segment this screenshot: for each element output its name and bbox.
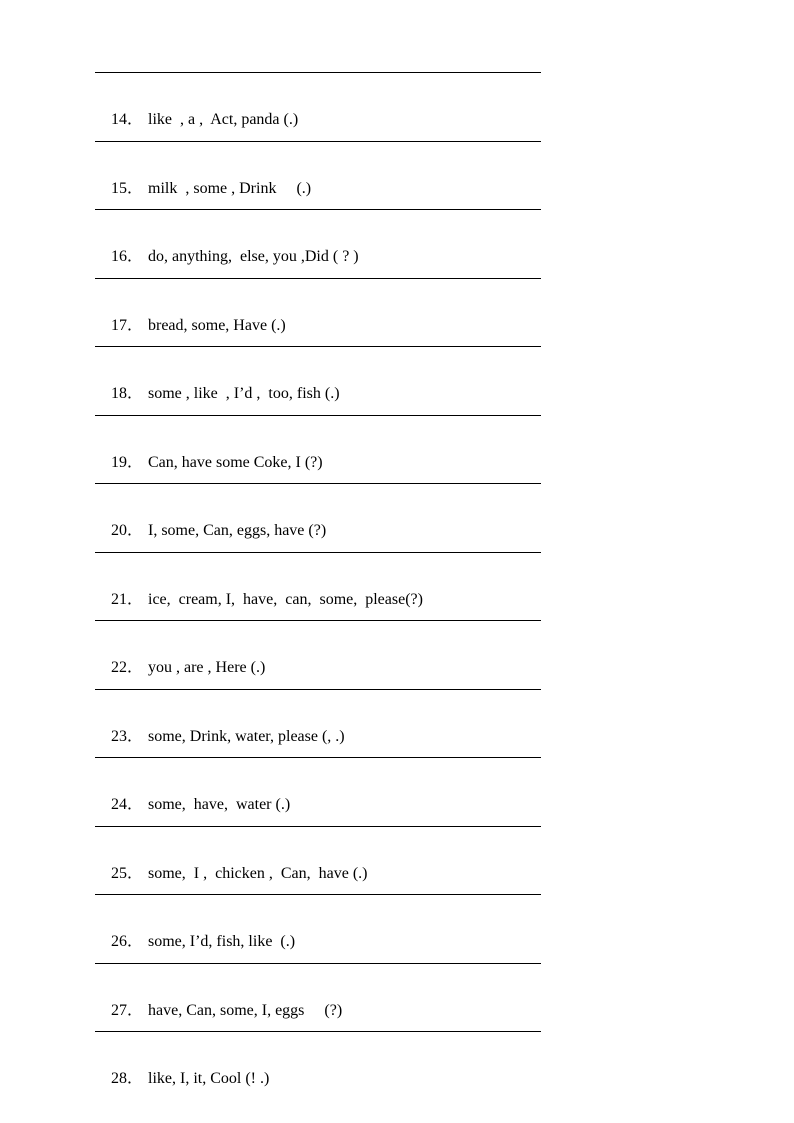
question-text: some, I , chicken , Can, have (.) [148, 865, 368, 882]
question-number: 23． [111, 728, 144, 745]
question-25 [95, 841, 368, 882]
question-text: like, I, it, Cool (! .) [148, 1070, 270, 1087]
answer-line [95, 689, 541, 690]
question-number: 14． [111, 111, 144, 128]
answer-line [95, 346, 541, 347]
question-text: Can, have some Coke, I (?) [148, 454, 323, 471]
question-15 [95, 156, 312, 197]
question-number: 25． [111, 865, 144, 882]
question-18 [95, 361, 340, 402]
question-number: 26． [111, 933, 144, 950]
question-text: I, some, Can, eggs, have (?) [148, 522, 327, 539]
answer-line [95, 141, 541, 142]
question-16 [95, 224, 359, 265]
question-17 [95, 293, 286, 334]
question-24 [95, 772, 291, 813]
question-text: like , a , Act, panda (.) [148, 111, 299, 128]
question-number: 27． [111, 1002, 144, 1019]
question-28 [95, 1046, 270, 1087]
question-number: 21． [111, 591, 144, 608]
question-number: 16． [111, 248, 144, 265]
question-21 [95, 567, 423, 608]
question-27 [95, 978, 343, 1019]
answer-line [95, 894, 541, 895]
question-number: 22． [111, 659, 144, 676]
question-number: 18． [111, 385, 144, 402]
question-text: some, have, water (.) [148, 796, 291, 813]
answer-line [95, 826, 541, 827]
answer-line [95, 757, 541, 758]
question-22 [95, 635, 266, 676]
question-number: 20． [111, 522, 144, 539]
question-text: milk , some , Drink (.) [148, 180, 312, 197]
answer-line [95, 483, 541, 484]
question-text: do, anything, else, you ,Did ( ? ) [148, 248, 359, 265]
question-14 [95, 87, 299, 128]
question-number: 24． [111, 796, 144, 813]
question-20 [95, 498, 327, 539]
question-23 [95, 704, 345, 745]
answer-line [95, 72, 541, 73]
question-19 [95, 430, 323, 471]
question-text: you , are , Here (.) [148, 659, 266, 676]
answer-line [95, 1031, 541, 1032]
question-text: some, I’d, fish, like (.) [148, 933, 296, 950]
question-text: have, Can, some, I, eggs (?) [148, 1002, 343, 1019]
question-number: 19． [111, 454, 144, 471]
answer-line [95, 278, 541, 279]
question-text: ice, cream, I, have, can, some, please(?) [148, 591, 423, 608]
answer-line [95, 963, 541, 964]
question-number: 15． [111, 180, 144, 197]
answer-line [95, 415, 541, 416]
question-number: 17． [111, 317, 144, 334]
question-text: some, Drink, water, please (, .) [148, 728, 345, 745]
question-text: bread, some, Have (.) [148, 317, 286, 334]
question-number: 28． [111, 1070, 144, 1087]
answer-line [95, 620, 541, 621]
question-text: some , like , I’d , too, fish (.) [148, 385, 340, 402]
answer-line [95, 552, 541, 553]
answer-line [95, 209, 541, 210]
question-26 [95, 909, 296, 950]
